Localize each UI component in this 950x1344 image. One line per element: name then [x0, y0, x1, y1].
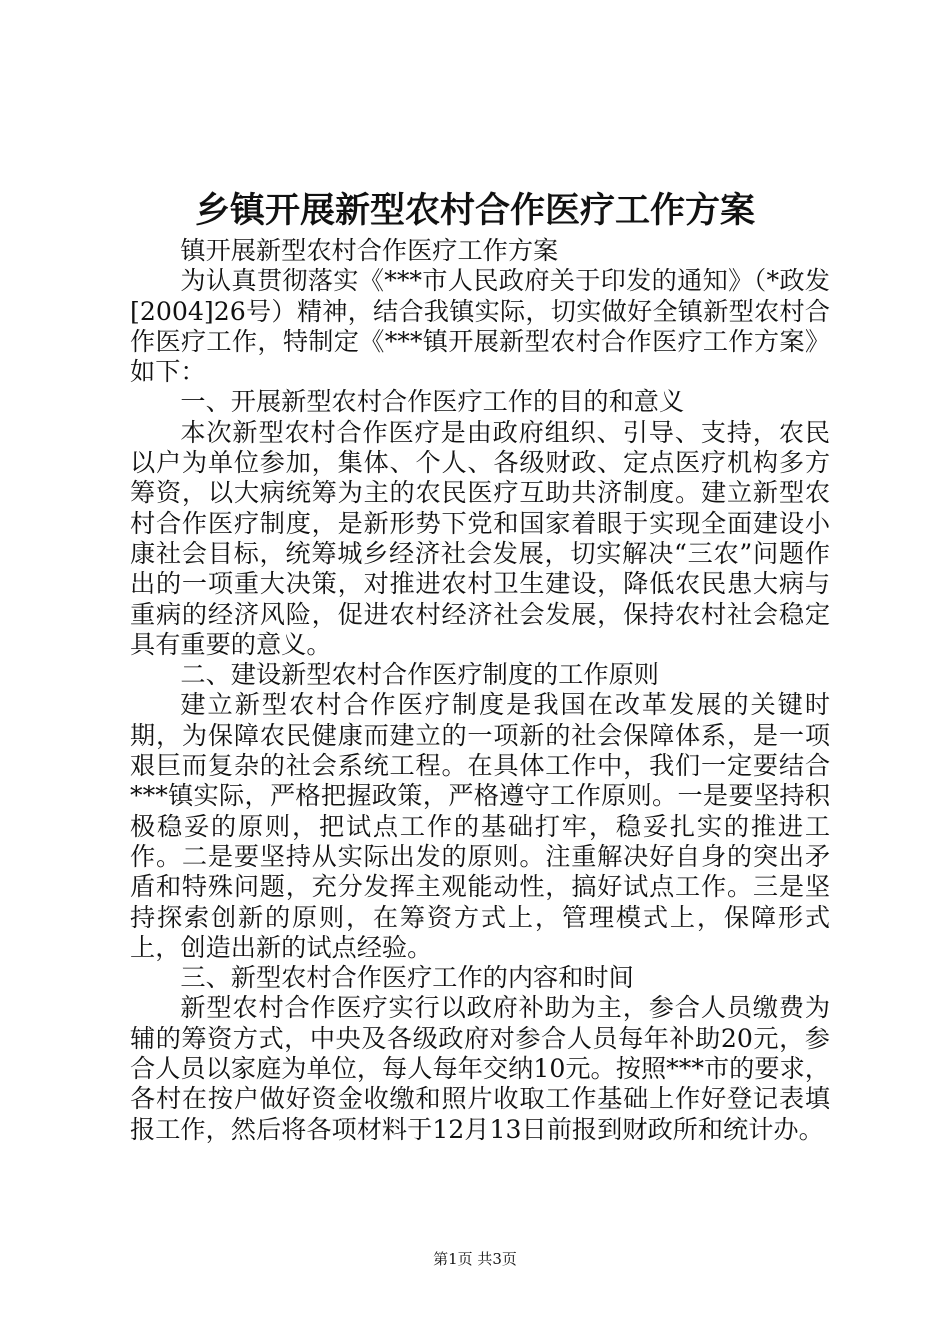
section-3-paragraph: 新型农村合作医疗实行以政府补助为主，参合人员缴费为辅的筹资方式，中央及各级政府对参合人员每年补助20元，参合人员以家庭为单位，每人每年交纳10元。按照***市的要求，各村在按户做好资金收缴和照片收取工作基础上作好登记表填报工作，然后将各项材料于12月13日前报到财政所和统计办。: [130, 993, 830, 1144]
section-heading-2: 二、建设新型农村合作医疗制度的工作原则: [180, 660, 659, 690]
document-body: [130, 236, 830, 1145]
section-heading-1: 一、开展新型农村合作医疗工作的目的和意义: [180, 387, 685, 417]
section-1-paragraph: 本次新型农村合作医疗是由政府组织、引导、支持，农民以户为单位参加，集体、个人、各级财政、定点医疗机构多方筹资，以大病统筹为主的农民医疗互助共济制度。建立新型农村合作医疗制度，是新形势下党和国家着眼于实现全面建设小康社会目标，统筹城乡经济社会发展，切实解决“三农”问题作出的一项重大决策，对推进农村卫生建设，降低农民患大病与重病的经济风险，促进农村经济社会发展，保持农村社会稳定具有重要的意义。: [130, 417, 830, 659]
section-heading-3: 三、新型农村合作医疗工作的内容和时间: [180, 963, 634, 993]
subtitle-paragraph: 镇开展新型农村合作医疗工作方案: [180, 236, 559, 265]
document-title: 乡镇开展新型农村合作医疗工作方案: [194, 190, 755, 231]
intro-paragraph: 为认真贯彻落实《***市人民政府关于印发的通知》（*政发[2004]26号）精神，结合我镇实际，切实做好全镇新型农村合作医疗工作，特制定《***镇开展新型农村合作医疗工作方案》如下：: [130, 266, 830, 387]
section-2-paragraph: 建立新型农村合作医疗制度是我国在改革发展的关键时期，为保障农民健康而建立的一项新的社会保障体系，是一项艰巨而复杂的社会系统工程。在具体工作中，我们一定要结合***镇实际，严格把握政策，严格遵守工作原则。一是要坚持积极稳妥的原则，把试点工作的基础打牢，稳妥扎实的推进工作。二是要坚持从实际出发的原则。注重解决好自身的突出矛盾和特殊问题，充分发挥主观能动性，搞好试点工作。三是坚持探索创新的原则，在筹资方式上，管理模式上，保障形式上，创造出新的试点经验。: [130, 690, 830, 962]
page-number-footer: 第1页 共3页: [433, 1250, 517, 1268]
